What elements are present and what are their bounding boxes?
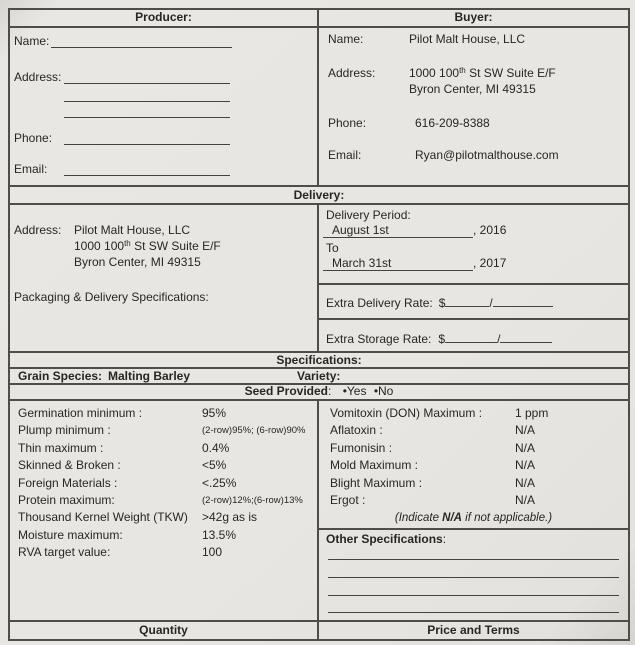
producer-name-label: Name: (14, 34, 50, 48)
spec-row: Foreign Materials : <.25% (18, 475, 237, 490)
producer-section-header: Producer: (10, 10, 319, 26)
delivery-address-line3: Byron Center, MI 49315 (74, 255, 201, 269)
spec-row: Thin maximum : 0.4% (18, 440, 230, 455)
quantity-section-header: Quantity (10, 622, 319, 639)
specifications-section-header: Specifications: (10, 353, 628, 369)
specifications-body-row (10, 401, 628, 622)
extra-storage-rate-unit-field[interactable] (500, 330, 552, 343)
extra-delivery-rate-row (326, 294, 553, 310)
spec-row: Fumonisin : N/A (330, 440, 536, 455)
buyer-address-value-line2: Byron Center, MI 49315 (409, 82, 536, 96)
producer-phone-field[interactable] (64, 131, 230, 145)
extra-storage-rate-cell (319, 320, 628, 351)
buyer-name-label: Name: (328, 32, 364, 46)
buyer-section (319, 28, 628, 185)
other-specifications-label: Other Specifications: (326, 532, 447, 547)
spec-row: Skinned & Broken : <5% (18, 458, 227, 473)
extra-delivery-rate-amount-field[interactable] (445, 294, 489, 307)
spec-row: Vomitoxin (DON) Maximum : 1 ppm (330, 406, 549, 420)
buyer-phone-label: Phone: (328, 116, 367, 130)
spec-row: RVA target value: 100 (18, 545, 223, 560)
ordinal-suffix: th (459, 66, 466, 75)
grain-species-value: Malting Barley (108, 369, 191, 383)
delivery-period-to-label: To (326, 241, 339, 255)
producer-email-label: Email: (14, 162, 48, 176)
footer-header-row (10, 622, 628, 639)
spec-row: Plump minimum : (2-row)95%; (6-row)90% (18, 423, 306, 438)
delivery-terms-section (319, 205, 628, 351)
other-specifications-field-line3[interactable] (328, 578, 619, 596)
extra-storage-rate-label: Extra Storage Rate: (326, 332, 432, 346)
slash-separator: / (497, 332, 501, 346)
delivery-period-cell (319, 205, 628, 285)
producer-email-field[interactable] (64, 162, 230, 176)
extra-delivery-rate-cell (319, 285, 628, 320)
delivery-period-start-field[interactable]: August 1st (323, 223, 473, 238)
producer-section (10, 28, 319, 185)
quality-specs-right (319, 401, 628, 620)
grain-species-label: Grain Species: (18, 369, 103, 383)
delivery-address-label: Address: (14, 223, 62, 237)
delivery-period-label: Delivery Period: (326, 208, 411, 222)
buyer-name-value: Pilot Malt House, LLC (409, 32, 526, 46)
delivery-address-line1: Pilot Malt House, LLC (74, 223, 191, 237)
delivery-period-end-row (323, 256, 506, 271)
spec-row: Thousand Kernel Weight (TKW) >42g as is (18, 510, 258, 525)
price-terms-section-header: Price and Terms (427, 623, 520, 637)
spec-row: Aflatoxin : N/A (330, 423, 536, 438)
packaging-specs-label: Packaging & Delivery Specifications: (14, 290, 209, 304)
buyer-section-header: Buyer: (454, 10, 493, 24)
spec-row: Ergot : N/A (330, 493, 536, 508)
quality-specs-left (10, 401, 319, 620)
ordinal-suffix: th (124, 239, 131, 248)
spec-row: Protein maximum: (2-row)12%;(6-row)13% (18, 493, 303, 508)
buyer-phone-value: 616-209-8388 (415, 116, 490, 130)
variety-label: Variety: (297, 369, 341, 383)
party-body-row (10, 28, 628, 187)
delivery-period-end-field[interactable]: March 31st (323, 256, 473, 271)
producer-address-field-line3[interactable] (64, 104, 230, 118)
delivery-period-end-year: , 2017 (473, 256, 507, 270)
other-specifications-field-line2[interactable] (328, 560, 619, 578)
grain-species-row (10, 369, 628, 385)
extra-delivery-rate-label: Extra Delivery Rate: (326, 296, 433, 310)
extra-storage-rate-amount-field[interactable] (445, 330, 497, 343)
delivery-period-start-year: , 2016 (473, 223, 507, 237)
other-specifications-field-line4[interactable] (328, 596, 619, 613)
seed-provided-label: Seed Provided (244, 384, 328, 398)
seed-provided-option-no[interactable]: •No (373, 384, 394, 398)
seed-provided-option-yes[interactable]: •Yes (342, 384, 367, 398)
extra-storage-rate-row (326, 330, 552, 346)
currency-symbol: $ (438, 296, 446, 310)
seed-provided-row (10, 385, 628, 401)
grain-purchase-form (8, 8, 630, 641)
buyer-email-label: Email: (328, 148, 362, 162)
delivery-body-row (10, 205, 628, 353)
variety-field[interactable] (355, 369, 620, 381)
delivery-period-start-row (323, 223, 506, 238)
producer-address-label: Address: (14, 70, 62, 84)
spec-row: Blight Maximum : N/A (330, 475, 536, 490)
other-specifications-field-line1[interactable] (328, 546, 619, 560)
party-header-row (10, 10, 628, 28)
buyer-address-label: Address: (328, 66, 376, 80)
producer-address-field-line1[interactable] (64, 70, 230, 84)
slash-separator: / (489, 296, 493, 310)
na-instruction-note: (Indicate N/A if not applicable.) (394, 512, 553, 525)
delivery-address-section (10, 205, 319, 351)
spec-row: Germination minimum : 95% (18, 406, 227, 420)
producer-phone-label: Phone: (14, 131, 53, 145)
buyer-email-value: Ryan@pilotmalthouse.com (415, 148, 559, 162)
delivery-section-header: Delivery: (10, 187, 628, 205)
delivery-address-line2: 1000 100th St SW Suite E/F (74, 239, 221, 253)
producer-name-field[interactable] (51, 34, 232, 48)
extra-delivery-rate-unit-field[interactable] (493, 294, 553, 307)
other-specifications-cell (319, 528, 628, 620)
spec-row: Moisture maximum: 13.5% (18, 527, 237, 542)
buyer-address-value-line1: 1000 100th St SW Suite E/F (409, 66, 556, 80)
seed-provided-colon: : (328, 384, 332, 398)
currency-symbol: $ (438, 332, 446, 346)
producer-address-field-line2[interactable] (64, 88, 230, 102)
spec-row: Mold Maximum : N/A (330, 458, 536, 473)
